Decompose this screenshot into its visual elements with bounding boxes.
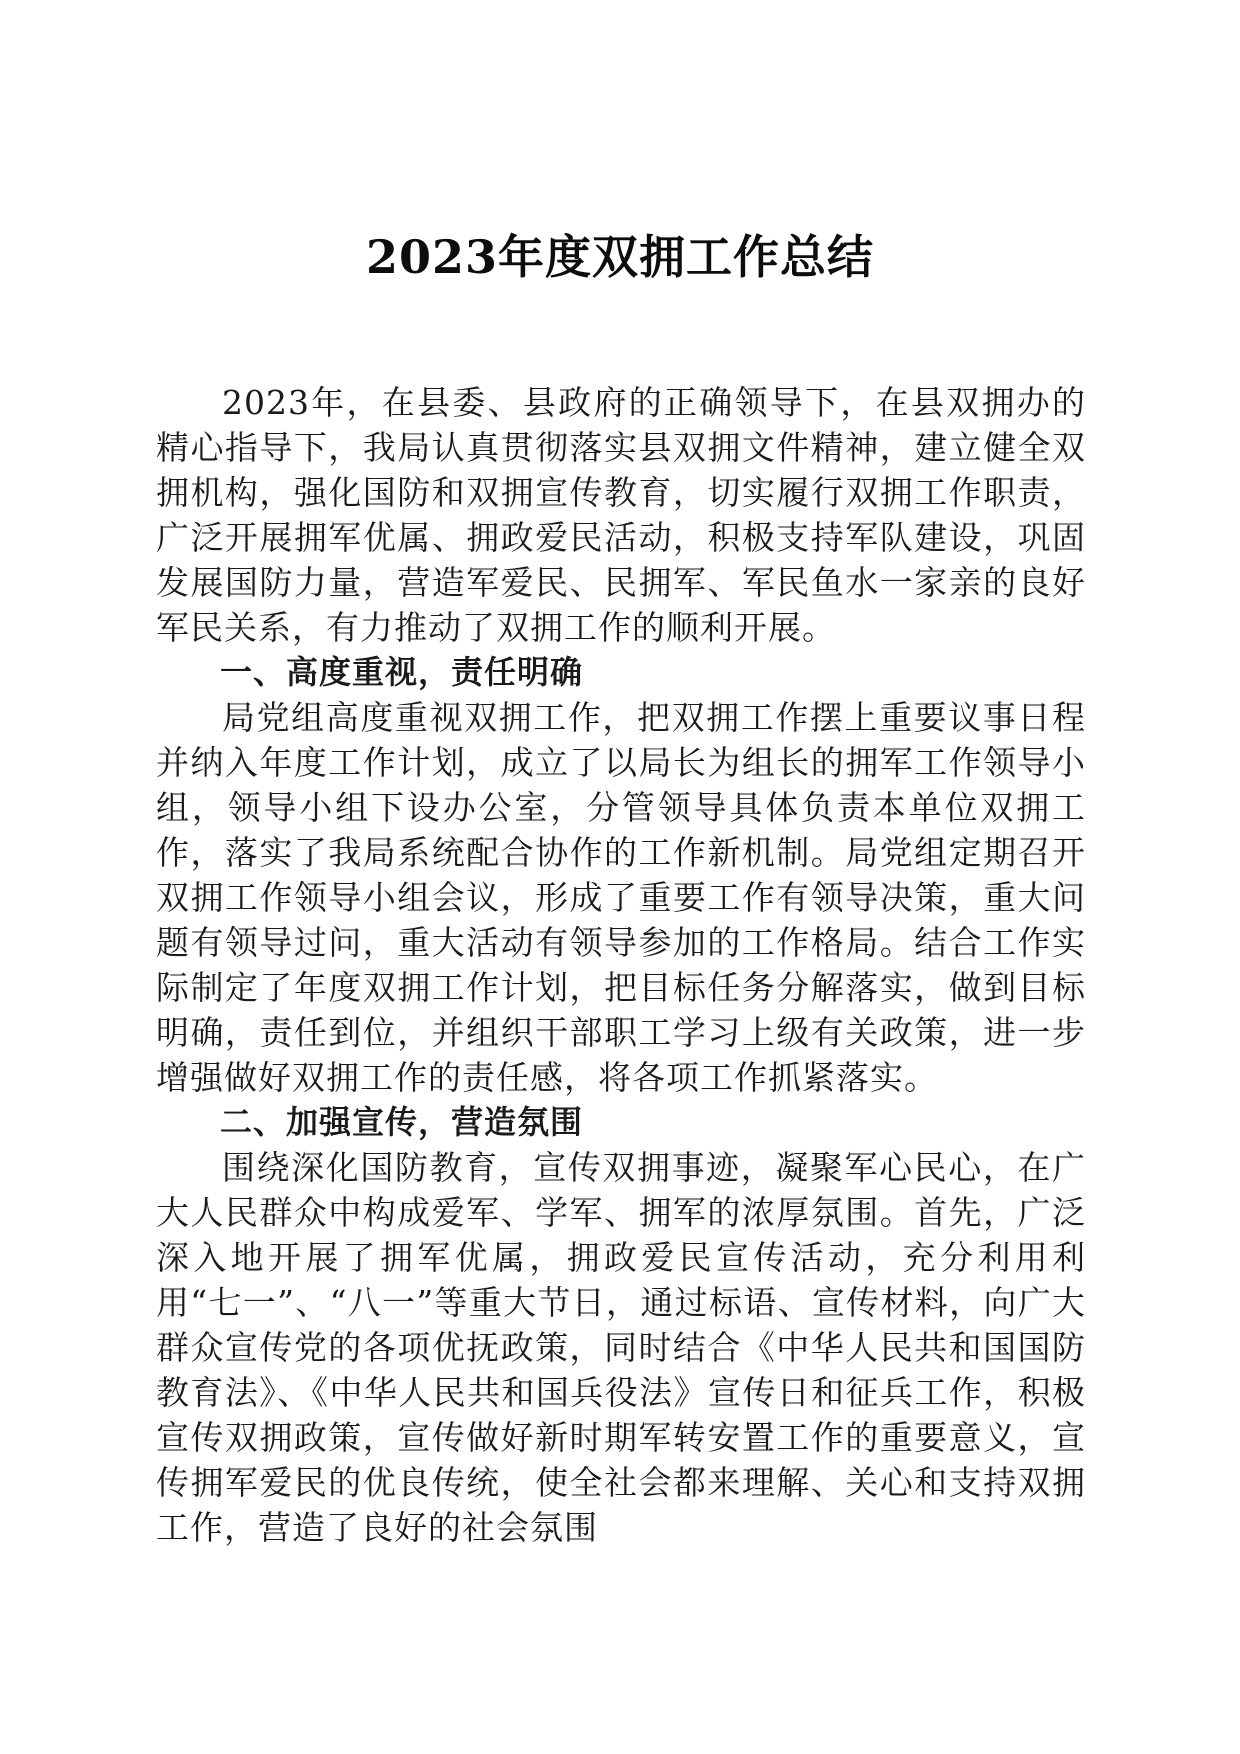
section-paragraph-2: 围绕深化国防教育，宣传双拥事迹，凝聚军心民心，在广大人民群众中构成爱军、学军、拥军的浓厚氛围。首先，广泛深入地开展了拥军优属，拥政爱民宣传活动，充分利用利用“七一”、“八一”等重大节日，通过标语、宣传材料，向广大群众宣传党的各项优抚政策，同时结合《中华人民共和国国防教育法》、《中华人民共和国兵役法》宣传日和征兵工作，积极宣传双拥政策，宣传做好新时期军转安置工作的重要意义，宣传拥军爱民的优良传统，使全社会都来理解、关心和支持双拥工作，营造了良好的社会氛围 bbox=[156, 1148, 1086, 1547]
intro-paragraph: 2023年，在县委、县政府的正确领导下，在县双拥办的精心指导下，我局认真贯彻落实县双拥文件精神，建立健全双拥机构，强化国防和双拥宣传教育，切实履行双拥工作职责，广泛开展拥军优属、拥政爱民活动，积极支持军队建设，巩固发展国防力量，营造军爱民、民拥军、军民鱼水一家亲的良好军民关系，有力推动了双拥工作的顺利开展。 bbox=[156, 383, 1086, 647]
document-title: 2023年度双拥工作总结 bbox=[365, 230, 875, 284]
document-body bbox=[156, 380, 1086, 1550]
section-heading-1: 一、高度重视，责任明确 bbox=[220, 653, 584, 691]
section-heading-2: 二、加强宣传，营造氛围 bbox=[220, 1103, 584, 1141]
section-paragraph-1: 局党组高度重视双拥工作，把双拥工作摆上重要议事日程并纳入年度工作计划，成立了以局长为组长的拥军工作领导小组，领导小组下设办公室，分管领导具体负责本单位双拥工作，落实了我局系统配合协作的工作新机制。局党组定期召开双拥工作领导小组会议，形成了重要工作有领导决策，重大问题有领导过问，重大活动有领导参加的工作格局。结合工作实际制定了年度双拥工作计划，把目标任务分解落实，做到目标明确，责任到位，并组织干部职工学习上级有关政策，进一步增强做好双拥工作的责任感，将各项工作抓紧落实。 bbox=[156, 698, 1086, 1097]
